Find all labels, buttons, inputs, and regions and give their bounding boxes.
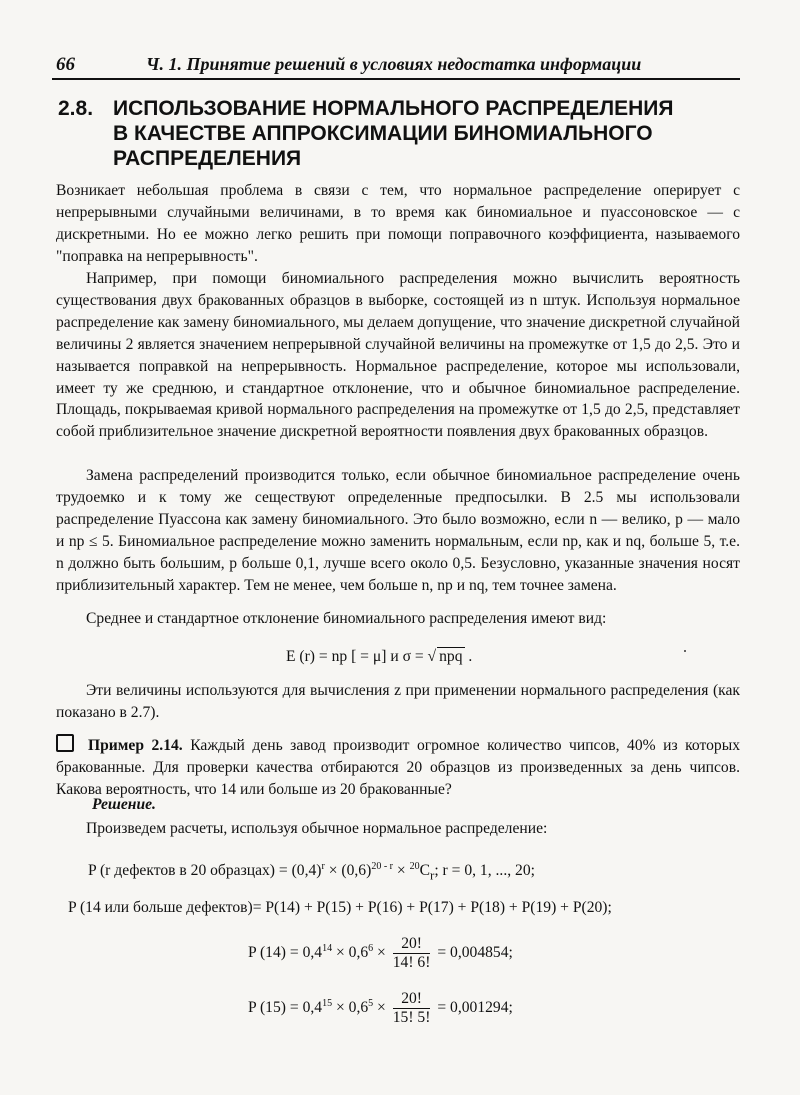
paragraph-2: Например, при помощи биномиального распределения можно вычислить вероятность существования двух бракованных образцов в выборке, состоящей из n штук. Используя нормальное распределение как замену биномиального, мы делаем допущение, что значение дискретной случайной величины 2 является значением непрерывной случайной величины на промежутке от 1,5 до 2,5. Это и называется поправкой на непрерывность. Нормальное распределение, которое мы использовали, имеет ту же среднюю, и стандартное отклонение, что и обычное биномиальное распределение. Площадь, покрываемая кривой нормального распределения на промежутке от 1,5 до 2,5, представляет собой приблизительное значение дискретной вероятности появления двух бракованных образцов. <box>56 270 740 441</box>
formula-sqrt-radicand: npq <box>439 648 463 665</box>
p15-sup-15: 15 <box>322 997 333 1009</box>
p15-part-b: × 0,6 <box>332 999 369 1017</box>
p14-part-a: P (14) = 0,4 <box>248 944 323 962</box>
p14-sup-6: 6 <box>368 942 374 954</box>
example-label: Пример 2.14. <box>88 737 183 754</box>
f1-part-a: P (r дефектов в 20 образцах) = (0,4) <box>88 862 322 880</box>
p15-numerator: 20! <box>393 990 431 1009</box>
formula-sum: P (14 или больше дефектов)= P(14) + P(15) + P(16) + P(17) + P(18) + P(19) + P(20); <box>68 899 612 916</box>
page-number: 66 <box>56 54 75 75</box>
section-title-line-1: ИСПОЛЬЗОВАНИЕ НОРМАЛЬНОГО РАСПРЕДЕЛЕНИЯ <box>113 97 674 120</box>
p15-fraction <box>393 990 431 1027</box>
f1-range: ; r = 0, 1, ..., 20; <box>434 862 535 880</box>
p15-denominator: 15! 5! <box>392 1009 431 1026</box>
p14-fraction <box>393 935 431 972</box>
page-header <box>52 52 740 80</box>
running-title: Ч. 1. Принятие решений в условиях недостатка информации <box>146 54 642 74</box>
stray-dot <box>684 650 686 652</box>
p15-part-c: × <box>373 999 390 1017</box>
p14-numerator: 20! <box>393 935 431 954</box>
section-title-line-3: РАСПРЕДЕЛЕНИЯ <box>113 147 302 170</box>
formula-mean-tail: . <box>464 648 473 665</box>
paragraph-5: Эти величины используются для вычисления z при применении нормального распределения (как показано в 2.7). <box>56 682 740 721</box>
formula-binomial <box>88 856 535 886</box>
solution-intro: Произведем расчеты, используя обычное нормальное распределение: <box>86 820 548 837</box>
paragraph-4: Среднее и стандартное отклонение биномиального распределения имеют вид: <box>86 610 607 627</box>
example-2-14 <box>56 734 740 801</box>
example-text: Каждый день завод производит огромное количество чипсов, 40% из которых бракованные. Для проверки качества отбираются 20 образцов из произведенных за день чипсов. Какова вероятность, что 14 или больше из 20 бракованные? <box>56 737 740 798</box>
example-square-icon <box>56 734 74 752</box>
p14-part-c: × <box>373 944 390 962</box>
paragraph-1: Возникает небольшая проблема в связи с тем, что нормальное распределение оперирует с непрерывными случайными величинами, в то время как биномиальное и пуассоновское — с дискретными. Но ее можно легко решить при помощи поправочного коэффициента, называемого "поправка на непрерывность". <box>56 182 740 265</box>
p15-sup-5: 5 <box>368 997 374 1009</box>
f1-sup-20: 20 <box>409 861 420 872</box>
formula-mean-left: E (r) = np [ = μ] и σ = √ <box>286 648 437 665</box>
f1-combination: C <box>419 862 430 880</box>
formula-p15 <box>248 990 513 1027</box>
section-title <box>58 96 748 171</box>
f1-sub-r: r <box>429 867 435 883</box>
p14-part-b: × 0,6 <box>332 944 369 962</box>
p15-part-a: P (15) = 0,4 <box>248 999 323 1017</box>
section-title-line-2: В КАЧЕСТВЕ АППРОКСИМАЦИИ БИНОМИАЛЬНОГО <box>113 122 653 145</box>
section-number: 2.8. <box>58 97 94 120</box>
f1-part-b: × (0,6) <box>324 862 372 880</box>
paragraph-3: Замена распределений производится только, если обычное биномиальное распределение очень трудоемко и к тому же сеществуют определенные предпосылки. В 2.5 мы использовали распределение Пуассона как замену биномиального. Это было возможно, если n — велико, p — мало и np ≤ 5. Биномиальное распределение можно заменить нормальным, если np, как и nq, больше 5, т.е. n должно быть большим, p больше 0,1, лучше всего около 0,5. Безусловно, указанные значения носят приблизительный характер. Тем не менее, чем больше n, np и nq, тем точнее замена. <box>56 467 740 594</box>
formula-mean-std <box>286 646 472 668</box>
p14-sup-14: 14 <box>322 942 333 954</box>
f1-sup-20-r: 20 - r <box>371 861 393 872</box>
formula-p14 <box>248 935 513 972</box>
p14-result: = 0,004854; <box>433 944 513 962</box>
f1-part-c: × <box>392 862 410 880</box>
solution-label: Решение. <box>92 796 156 813</box>
f1-sup-r: r <box>321 861 325 872</box>
p15-result: = 0,001294; <box>433 999 513 1017</box>
p14-denominator: 14! 6! <box>392 954 431 971</box>
